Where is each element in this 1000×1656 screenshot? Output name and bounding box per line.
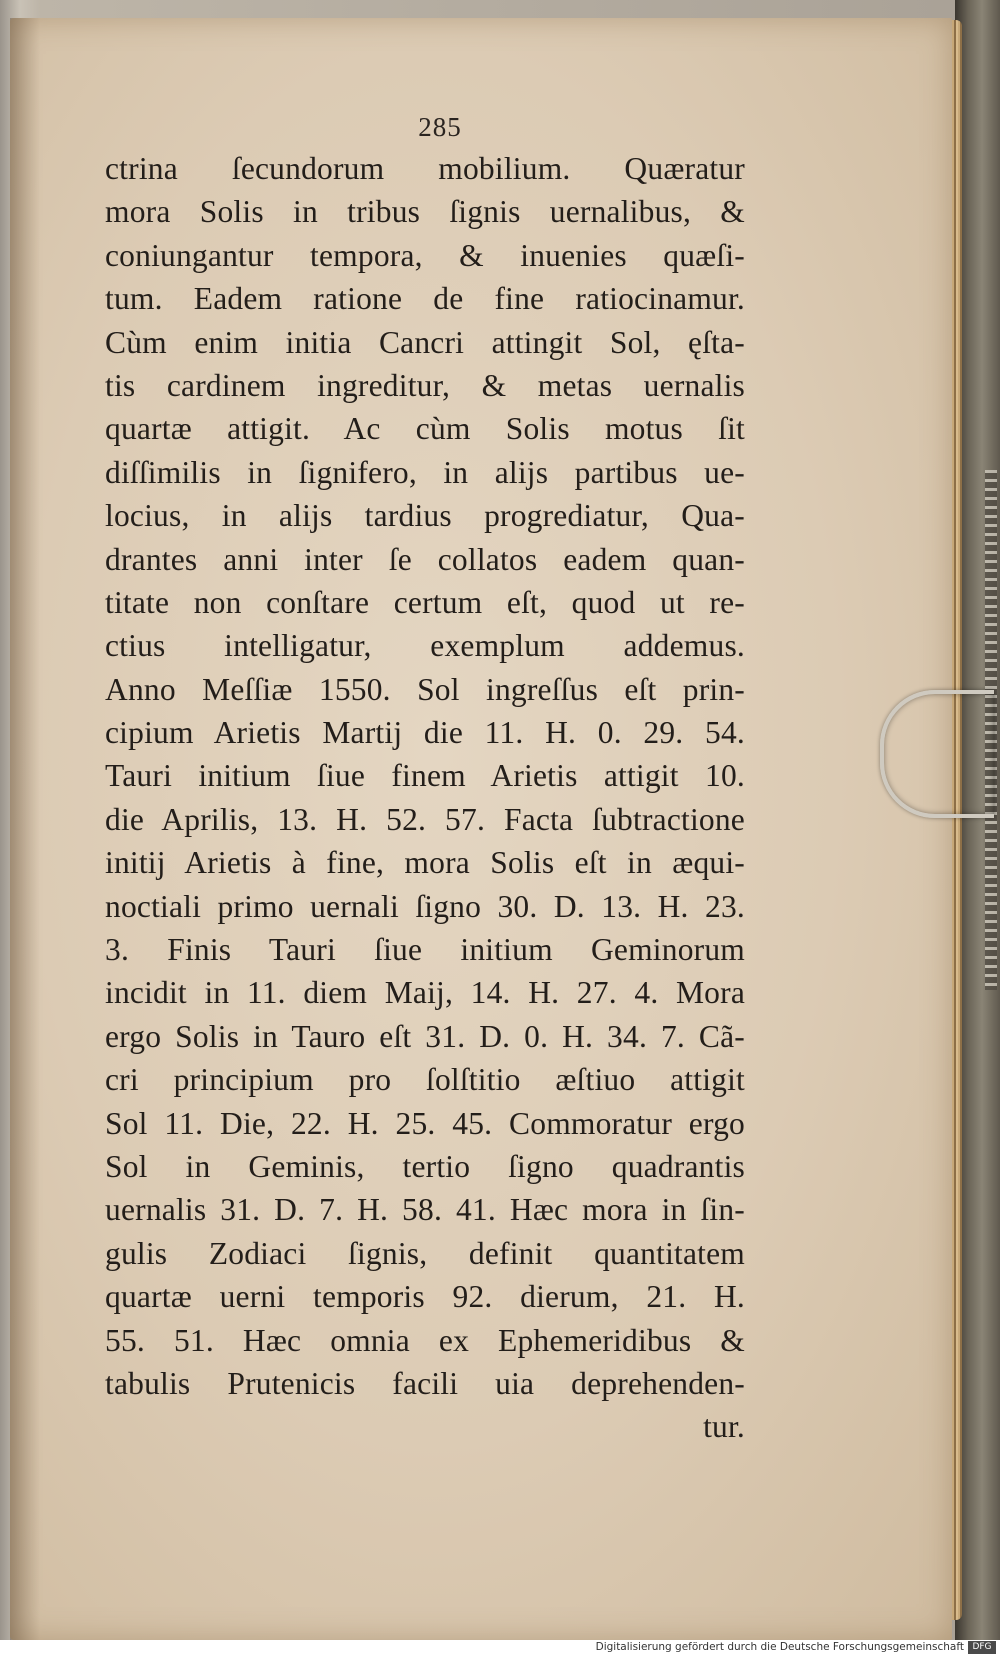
text-line: initij Arietis à fine, mora Solis eſt in æqui- [105,845,745,881]
text-line: tabulis Prutenicis facili uia deprehenden- [105,1365,745,1401]
text-line: incidit in 11. diem Maij, 14. H. 27. 4. Mora [105,975,745,1011]
text-line: ctius intelligatur, exemplum addemus. [105,628,745,664]
text-line: Sol in Geminis, tertio ſigno quadrantis [105,1148,745,1184]
text-line: 3. Finis Tauri ſiue initium Geminorum [105,932,745,968]
text-line: cri principium pro ſolſtitio æſtiuo attigit [105,1062,745,1098]
text-line: quartæ attigit. Ac cùm Solis motus ſit [105,411,745,447]
page-number: 285 [418,112,462,142]
text-line: mora Solis in tribus ſignis uernalibus, & [105,194,745,230]
text-line: ctrina ſecundorum mobilium. Quæratur [105,151,745,186]
body-text [105,147,745,1449]
text-line: drantes anni inter ſe collatos eadem quan- [105,541,745,577]
text-line: gulis Zodiaci ſignis, definit quantitatem [105,1235,745,1271]
text-line: ergo Solis in Tauro eſt 31. D. 0. H. 34. 7. Cã- [105,1018,745,1054]
text-line: 55. 51. Hæc omnia ex Ephemeridibus & [105,1322,745,1358]
text-line-last: tur. [703,1409,745,1445]
text-line: coniungantur tempora, & inuenies quæſi- [105,237,745,273]
text-line: Anno Meſſiæ 1550. Sol ingreſſus eſt prin- [105,671,745,707]
dfg-logo: DFG [968,1641,996,1654]
text-line: locius, in alijs tardius progrediatur, Qua- [105,498,745,534]
text-line: tum. Eadem ratione de fine ratiocinamur. [105,281,745,317]
text-line: cipium Arietis Martij die 11. H. 0. 29. 54. [105,715,745,751]
page-clip [880,690,994,818]
text-line: Cùm enim initia Cancri attingit Sol, ęſta- [105,324,745,360]
text-line: tis cardinem ingreditur, & metas uernalis [105,367,745,403]
page-gutter-shadow [10,18,40,1640]
text-line: uernalis 31. D. 7. H. 58. 41. Hæc mora in ſin- [105,1192,745,1228]
text-line: diſſimilis in ſignifero, in alijs partibus ue- [105,454,745,490]
text-line: Sol 11. Die, 22. H. 25. 45. Commoratur ergo [105,1105,745,1141]
text-line: noctiali primo uernali ſigno 30. D. 13. H. 23. [105,888,745,924]
text-line: quartæ uerni temporis 92. dierum, 21. H. [105,1279,745,1315]
text-line: titate non conſtare certum eſt, quod ut re- [105,584,745,620]
footer-credit: Digitalisierung gefördert durch die Deutsche Forschungsgemeinschaft [595,1641,964,1653]
text-line: Tauri initium ſiue finem Arietis attigit 10. [105,758,745,794]
text-line: die Aprilis, 13. H. 52. 57. Facta ſubtractione [105,801,745,837]
